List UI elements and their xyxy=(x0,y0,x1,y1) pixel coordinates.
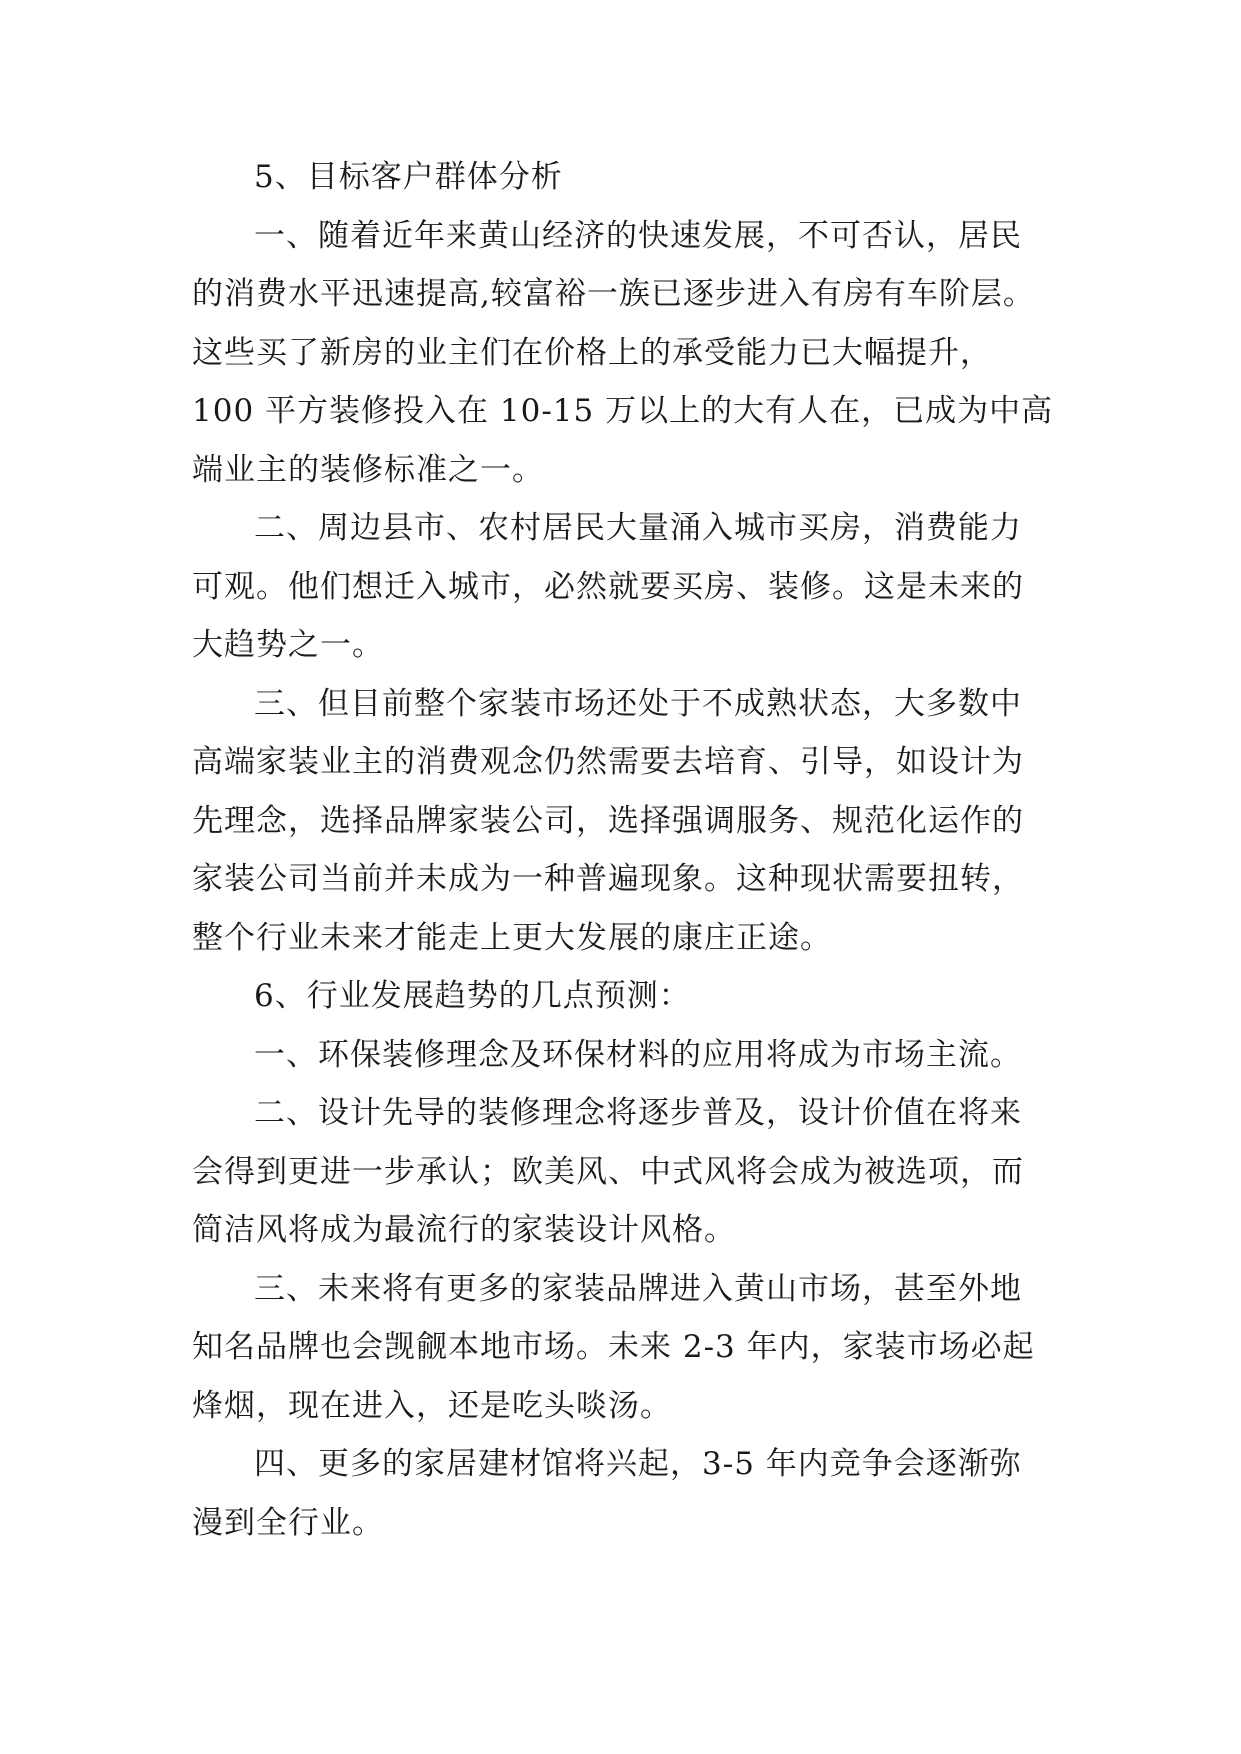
text-line: 二、周边县市、农村居民大量涌入城市买房，消费能力 xyxy=(254,510,1022,546)
text-line: 的消费水平迅速提高,较富裕一族已逐步进入有房有车阶层。 xyxy=(192,276,1035,312)
text-line: 烽烟，现在进入，还是吃头啖汤。 xyxy=(192,1387,672,1424)
text-line: 这些买了新房的业主们在价格上的承受能力已大幅提升， xyxy=(192,334,992,371)
text-line: 四、更多的家居建材馆将兴起，3-5 年内竞争会逐渐弥 xyxy=(254,1446,1022,1482)
text-line: 一、环保装修理念及环保材料的应用将成为市场主流。 xyxy=(254,1036,1022,1073)
text-line: 高端家装业主的消费观念仍然需要去培育、引导，如设计为 xyxy=(192,744,1024,780)
text-line: 5、目标客户群体分析 xyxy=(254,159,563,195)
text-line: 三、未来将有更多的家装品牌进入黄山市场，甚至外地 xyxy=(254,1270,1022,1307)
text-line: 二、设计先导的装修理念将逐步普及，设计价值在将来 xyxy=(254,1095,1022,1131)
text-line: 可观。他们想迁入城市，必然就要买房、装修。这是未来的 xyxy=(192,568,1024,605)
text-line: 端业主的装修标准之一。 xyxy=(192,451,544,488)
text-line: 简洁风将成为最流行的家装设计风格。 xyxy=(192,1212,736,1248)
text-line: 家装公司当前并未成为一种普遍现象。这种现状需要扭转， xyxy=(192,861,1024,897)
text-line: 会得到更进一步承认；欧美风、中式风将会成为被选项，而 xyxy=(192,1153,1024,1190)
text-line: 整个行业未来才能走上更大发展的康庄正途。 xyxy=(192,919,832,956)
document-body xyxy=(192,148,1092,1552)
text-line: 先理念，选择品牌家装公司，选择强调服务、规范化运作的 xyxy=(192,802,1024,839)
text-line: 一、随着近年来黄山经济的快速发展，不可否认，居民 xyxy=(254,217,1022,254)
text-line: 漫到全行业。 xyxy=(192,1504,384,1541)
text-line: 三、但目前整个家装市场还处于不成熟状态，大多数中 xyxy=(254,685,1022,722)
text-line: 大趋势之一。 xyxy=(192,627,384,663)
text-line: 100 平方装修投入在 10-15 万以上的大有人在，已成为中高 xyxy=(192,393,1054,429)
text-line: 6、行业发展趋势的几点预测： xyxy=(254,978,691,1014)
text-line: 知名品牌也会觊觎本地市场。未来 2-3 年内，家装市场必起 xyxy=(192,1329,1035,1365)
